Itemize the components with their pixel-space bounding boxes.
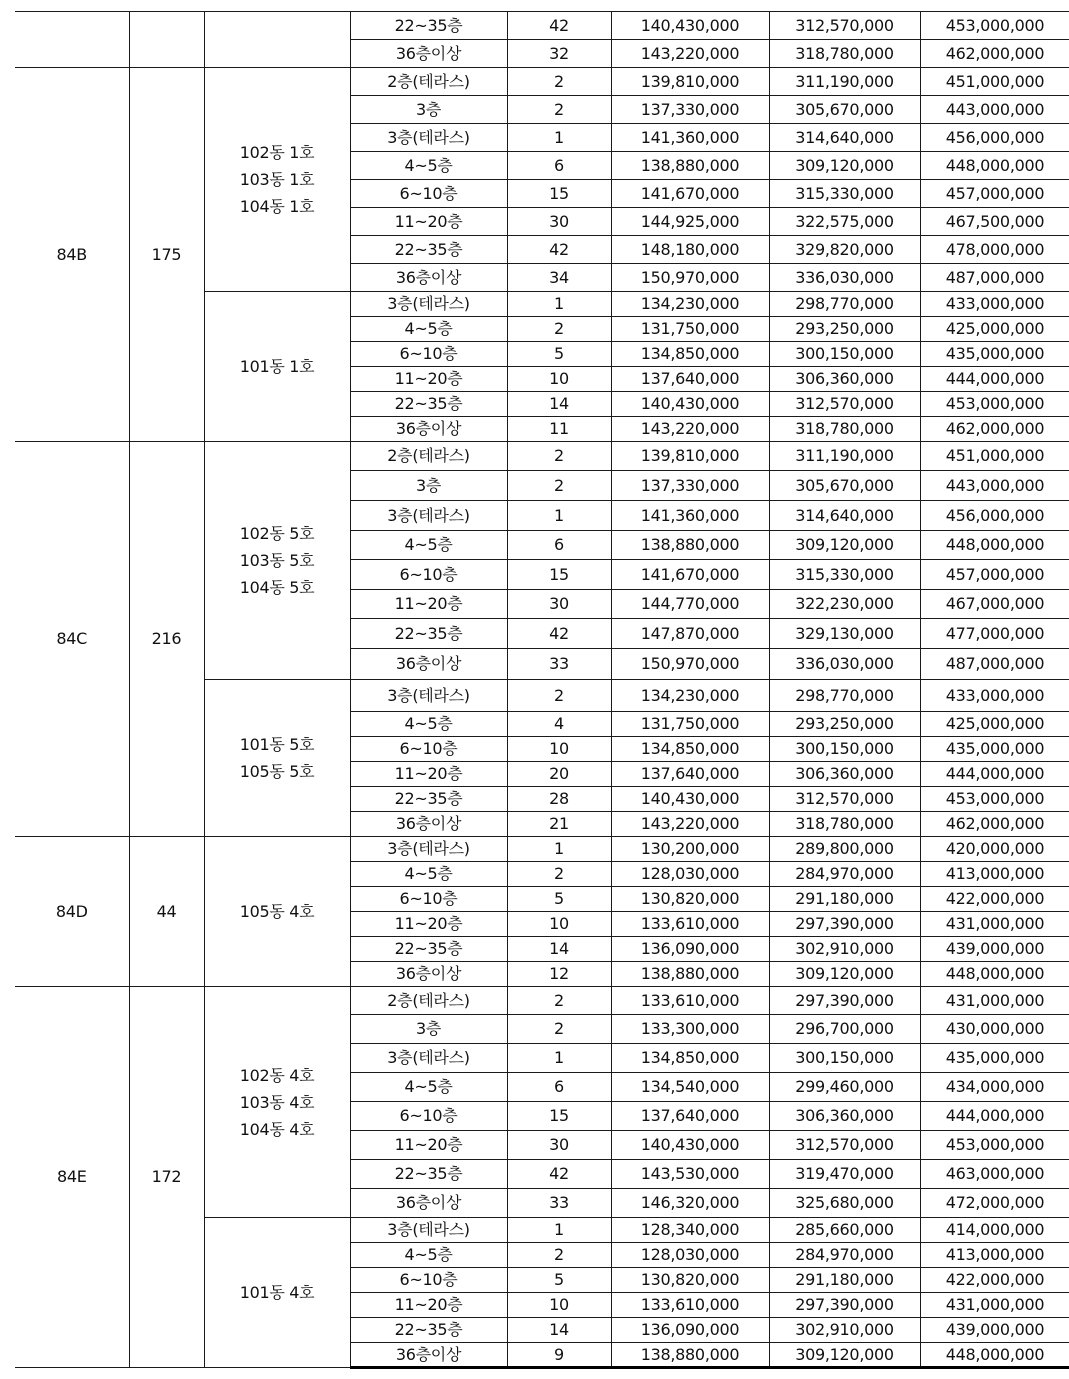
households-cell: 32 (507, 40, 611, 68)
floor-cell: 11~20층 (350, 912, 507, 937)
total-price-cell: 463,000,000 (920, 1160, 1069, 1189)
households-cell: 2 (507, 987, 611, 1015)
building-price-cell: 309,120,000 (769, 531, 920, 560)
building-price-cell: 299,460,000 (769, 1073, 920, 1102)
floor-cell: 22~35층 (350, 236, 507, 264)
total-price-cell: 472,000,000 (920, 1189, 1069, 1218)
count-cell: 172 (129, 987, 204, 1368)
total-price-cell: 431,000,000 (920, 987, 1069, 1015)
land-price-cell: 143,220,000 (611, 812, 769, 837)
count-cell: 216 (129, 442, 204, 837)
land-price-cell: 130,200,000 (611, 837, 769, 862)
building-price-cell: 298,770,000 (769, 292, 920, 317)
floor-cell: 6~10층 (350, 1268, 507, 1293)
floor-cell: 3층(테라스) (350, 1044, 507, 1073)
households-cell: 30 (507, 1131, 611, 1160)
land-price-cell: 136,090,000 (611, 937, 769, 962)
total-price-cell: 430,000,000 (920, 1015, 1069, 1044)
building-price-cell: 312,570,000 (769, 392, 920, 417)
floor-cell: 4~5층 (350, 1243, 507, 1268)
floor-cell: 36층이상 (350, 649, 507, 680)
land-price-cell: 146,320,000 (611, 1189, 769, 1218)
total-price-cell: 448,000,000 (920, 531, 1069, 560)
building-price-cell: 284,970,000 (769, 1243, 920, 1268)
households-cell: 15 (507, 1102, 611, 1131)
floor-cell: 22~35층 (350, 392, 507, 417)
land-price-cell: 131,750,000 (611, 317, 769, 342)
type-cell: 84C (15, 442, 129, 837)
floor-cell: 22~35층 (350, 1160, 507, 1189)
households-cell: 34 (507, 264, 611, 292)
land-price-cell: 139,810,000 (611, 442, 769, 471)
floor-cell: 11~20층 (350, 367, 507, 392)
land-price-cell: 128,340,000 (611, 1218, 769, 1243)
floor-cell: 3층(테라스) (350, 1218, 507, 1243)
floor-cell: 36층이상 (350, 1343, 507, 1368)
building-price-cell: 336,030,000 (769, 264, 920, 292)
total-price-cell: 457,000,000 (920, 180, 1069, 208)
households-cell: 2 (507, 96, 611, 124)
floor-cell: 36층이상 (350, 40, 507, 68)
total-price-cell: 422,000,000 (920, 1268, 1069, 1293)
total-price-cell: 453,000,000 (920, 392, 1069, 417)
floor-cell: 11~20층 (350, 590, 507, 619)
land-price-cell: 134,850,000 (611, 342, 769, 367)
floor-cell: 22~35층 (350, 787, 507, 812)
land-price-cell: 137,640,000 (611, 762, 769, 787)
households-cell: 33 (507, 1189, 611, 1218)
total-price-cell: 414,000,000 (920, 1218, 1069, 1243)
floor-cell: 6~10층 (350, 342, 507, 367)
total-price-cell: 434,000,000 (920, 1073, 1069, 1102)
households-cell: 14 (507, 937, 611, 962)
total-price-cell: 435,000,000 (920, 737, 1069, 762)
households-cell: 11 (507, 417, 611, 442)
land-price-cell: 128,030,000 (611, 1243, 769, 1268)
units-cell: 101동 5호 105동 5호 (204, 680, 350, 837)
households-cell: 14 (507, 1318, 611, 1343)
floor-cell: 4~5층 (350, 531, 507, 560)
units-cell (204, 12, 350, 68)
building-price-cell: 315,330,000 (769, 180, 920, 208)
land-price-cell: 140,430,000 (611, 12, 769, 40)
floor-cell: 36층이상 (350, 962, 507, 987)
households-cell: 9 (507, 1343, 611, 1368)
floor-cell: 6~10층 (350, 887, 507, 912)
land-price-cell: 130,820,000 (611, 887, 769, 912)
floor-cell: 2층(테라스) (350, 987, 507, 1015)
households-cell: 5 (507, 887, 611, 912)
floor-cell: 3층 (350, 1015, 507, 1044)
households-cell: 42 (507, 236, 611, 264)
land-price-cell: 144,925,000 (611, 208, 769, 236)
households-cell: 2 (507, 317, 611, 342)
floor-cell: 36층이상 (350, 1189, 507, 1218)
households-cell: 30 (507, 208, 611, 236)
households-cell: 15 (507, 560, 611, 590)
building-price-cell: 293,250,000 (769, 712, 920, 737)
floor-cell: 6~10층 (350, 737, 507, 762)
total-price-cell: 444,000,000 (920, 367, 1069, 392)
building-price-cell: 318,780,000 (769, 417, 920, 442)
land-price-cell: 138,880,000 (611, 531, 769, 560)
land-price-cell: 137,640,000 (611, 367, 769, 392)
land-price-cell: 130,820,000 (611, 1268, 769, 1293)
building-price-cell: 296,700,000 (769, 1015, 920, 1044)
building-price-cell: 309,120,000 (769, 152, 920, 180)
floor-cell: 6~10층 (350, 180, 507, 208)
households-cell: 14 (507, 392, 611, 417)
households-cell: 1 (507, 1044, 611, 1073)
households-cell: 6 (507, 531, 611, 560)
building-price-cell: 300,150,000 (769, 342, 920, 367)
floor-cell: 11~20층 (350, 208, 507, 236)
building-price-cell: 285,660,000 (769, 1218, 920, 1243)
floor-cell: 4~5층 (350, 317, 507, 342)
land-price-cell: 133,610,000 (611, 912, 769, 937)
building-price-cell: 291,180,000 (769, 1268, 920, 1293)
type-cell (15, 12, 129, 68)
total-price-cell: 448,000,000 (920, 152, 1069, 180)
floor-cell: 4~5층 (350, 152, 507, 180)
total-price-cell: 431,000,000 (920, 912, 1069, 937)
building-price-cell: 305,670,000 (769, 471, 920, 501)
households-cell: 33 (507, 649, 611, 680)
floor-cell: 3층 (350, 471, 507, 501)
type-cell: 84E (15, 987, 129, 1368)
land-price-cell: 147,870,000 (611, 619, 769, 649)
building-price-cell: 312,570,000 (769, 1131, 920, 1160)
land-price-cell: 140,430,000 (611, 392, 769, 417)
total-price-cell: 435,000,000 (920, 342, 1069, 367)
building-price-cell: 291,180,000 (769, 887, 920, 912)
total-price-cell: 425,000,000 (920, 317, 1069, 342)
floor-cell: 4~5층 (350, 1073, 507, 1102)
land-price-cell: 137,640,000 (611, 1102, 769, 1131)
households-cell: 10 (507, 737, 611, 762)
land-price-cell: 133,610,000 (611, 987, 769, 1015)
households-cell: 10 (507, 367, 611, 392)
building-price-cell: 302,910,000 (769, 937, 920, 962)
households-cell: 1 (507, 837, 611, 862)
total-price-cell: 444,000,000 (920, 762, 1069, 787)
total-price-cell: 413,000,000 (920, 1243, 1069, 1268)
land-price-cell: 141,670,000 (611, 180, 769, 208)
building-price-cell: 300,150,000 (769, 737, 920, 762)
land-price-cell: 144,770,000 (611, 590, 769, 619)
households-cell: 15 (507, 180, 611, 208)
building-price-cell: 300,150,000 (769, 1044, 920, 1073)
type-cell: 84B (15, 68, 129, 442)
building-price-cell: 312,570,000 (769, 787, 920, 812)
households-cell: 42 (507, 1160, 611, 1189)
land-price-cell: 141,360,000 (611, 501, 769, 531)
total-price-cell: 451,000,000 (920, 68, 1069, 96)
building-price-cell: 336,030,000 (769, 649, 920, 680)
table-row (15, 987, 1069, 1015)
floor-cell: 22~35층 (350, 937, 507, 962)
total-price-cell: 477,000,000 (920, 619, 1069, 649)
households-cell: 2 (507, 442, 611, 471)
total-price-cell: 456,000,000 (920, 501, 1069, 531)
price-table (15, 11, 1069, 1369)
table-row (15, 442, 1069, 471)
type-cell: 84D (15, 837, 129, 987)
total-price-cell: 433,000,000 (920, 680, 1069, 712)
households-cell: 1 (507, 292, 611, 317)
households-cell: 2 (507, 680, 611, 712)
households-cell: 1 (507, 501, 611, 531)
table-body (15, 12, 1069, 1368)
building-price-cell: 289,800,000 (769, 837, 920, 862)
building-price-cell: 329,130,000 (769, 619, 920, 649)
table-row (15, 68, 1069, 96)
floor-cell: 3층(테라스) (350, 837, 507, 862)
units-cell: 105동 4호 (204, 837, 350, 987)
households-cell: 28 (507, 787, 611, 812)
land-price-cell: 133,610,000 (611, 1293, 769, 1318)
building-price-cell: 322,230,000 (769, 590, 920, 619)
total-price-cell: 444,000,000 (920, 1102, 1069, 1131)
land-price-cell: 134,540,000 (611, 1073, 769, 1102)
units-cell: 101동 1호 (204, 292, 350, 442)
households-cell: 42 (507, 619, 611, 649)
households-cell: 2 (507, 471, 611, 501)
floor-cell: 11~20층 (350, 1293, 507, 1318)
households-cell: 20 (507, 762, 611, 787)
households-cell: 2 (507, 862, 611, 887)
land-price-cell: 150,970,000 (611, 264, 769, 292)
land-price-cell: 134,230,000 (611, 292, 769, 317)
floor-cell: 22~35층 (350, 1318, 507, 1343)
building-price-cell: 314,640,000 (769, 501, 920, 531)
land-price-cell: 136,090,000 (611, 1318, 769, 1343)
land-price-cell: 137,330,000 (611, 471, 769, 501)
building-price-cell: 297,390,000 (769, 912, 920, 937)
households-cell: 30 (507, 590, 611, 619)
households-cell: 1 (507, 124, 611, 152)
land-price-cell: 137,330,000 (611, 96, 769, 124)
building-price-cell: 318,780,000 (769, 40, 920, 68)
building-price-cell: 312,570,000 (769, 12, 920, 40)
households-cell: 5 (507, 1268, 611, 1293)
count-cell: 44 (129, 837, 204, 987)
floor-cell: 6~10층 (350, 1102, 507, 1131)
building-price-cell: 293,250,000 (769, 317, 920, 342)
building-price-cell: 309,120,000 (769, 962, 920, 987)
total-price-cell: 453,000,000 (920, 1131, 1069, 1160)
floor-cell: 6~10층 (350, 560, 507, 590)
building-price-cell: 298,770,000 (769, 680, 920, 712)
households-cell: 4 (507, 712, 611, 737)
building-price-cell: 306,360,000 (769, 1102, 920, 1131)
total-price-cell: 451,000,000 (920, 442, 1069, 471)
land-price-cell: 141,360,000 (611, 124, 769, 152)
land-price-cell: 148,180,000 (611, 236, 769, 264)
building-price-cell: 311,190,000 (769, 68, 920, 96)
building-price-cell: 306,360,000 (769, 762, 920, 787)
total-price-cell: 448,000,000 (920, 962, 1069, 987)
households-cell: 5 (507, 342, 611, 367)
floor-cell: 11~20층 (350, 1131, 507, 1160)
units-cell: 101동 4호 (204, 1218, 350, 1368)
total-price-cell: 425,000,000 (920, 712, 1069, 737)
total-price-cell: 467,000,000 (920, 590, 1069, 619)
units-cell: 102동 5호 103동 5호 104동 5호 (204, 442, 350, 680)
total-price-cell: 462,000,000 (920, 812, 1069, 837)
total-price-cell: 457,000,000 (920, 560, 1069, 590)
floor-cell: 36층이상 (350, 264, 507, 292)
land-price-cell: 143,220,000 (611, 417, 769, 442)
floor-cell: 3층 (350, 96, 507, 124)
floor-cell: 22~35층 (350, 619, 507, 649)
households-cell: 42 (507, 12, 611, 40)
land-price-cell: 140,430,000 (611, 1131, 769, 1160)
building-price-cell: 297,390,000 (769, 1293, 920, 1318)
total-price-cell: 439,000,000 (920, 1318, 1069, 1343)
floor-cell: 36층이상 (350, 417, 507, 442)
households-cell: 6 (507, 1073, 611, 1102)
building-price-cell: 319,470,000 (769, 1160, 920, 1189)
land-price-cell: 139,810,000 (611, 68, 769, 96)
households-cell: 2 (507, 1243, 611, 1268)
total-price-cell: 420,000,000 (920, 837, 1069, 862)
units-cell: 102동 1호 103동 1호 104동 1호 (204, 68, 350, 292)
land-price-cell: 138,880,000 (611, 152, 769, 180)
building-price-cell: 306,360,000 (769, 367, 920, 392)
households-cell: 2 (507, 1015, 611, 1044)
households-cell: 1 (507, 1218, 611, 1243)
land-price-cell: 134,850,000 (611, 737, 769, 762)
households-cell: 6 (507, 152, 611, 180)
total-price-cell: 456,000,000 (920, 124, 1069, 152)
building-price-cell: 325,680,000 (769, 1189, 920, 1218)
households-cell: 21 (507, 812, 611, 837)
total-price-cell: 448,000,000 (920, 1343, 1069, 1368)
floor-cell: 4~5층 (350, 862, 507, 887)
land-price-cell: 141,670,000 (611, 560, 769, 590)
building-price-cell: 297,390,000 (769, 987, 920, 1015)
total-price-cell: 487,000,000 (920, 264, 1069, 292)
floor-cell: 36층이상 (350, 812, 507, 837)
total-price-cell: 462,000,000 (920, 417, 1069, 442)
total-price-cell: 439,000,000 (920, 937, 1069, 962)
land-price-cell: 138,880,000 (611, 1343, 769, 1368)
floor-cell: 11~20층 (350, 762, 507, 787)
total-price-cell: 422,000,000 (920, 887, 1069, 912)
land-price-cell: 143,530,000 (611, 1160, 769, 1189)
building-price-cell: 314,640,000 (769, 124, 920, 152)
building-price-cell: 309,120,000 (769, 1343, 920, 1368)
building-price-cell: 311,190,000 (769, 442, 920, 471)
total-price-cell: 462,000,000 (920, 40, 1069, 68)
total-price-cell: 431,000,000 (920, 1293, 1069, 1318)
floor-cell: 2층(테라스) (350, 442, 507, 471)
land-price-cell: 131,750,000 (611, 712, 769, 737)
floor-cell: 3층(테라스) (350, 680, 507, 712)
total-price-cell: 478,000,000 (920, 236, 1069, 264)
floor-cell: 4~5층 (350, 712, 507, 737)
total-price-cell: 413,000,000 (920, 862, 1069, 887)
land-price-cell: 138,880,000 (611, 962, 769, 987)
land-price-cell: 140,430,000 (611, 787, 769, 812)
building-price-cell: 302,910,000 (769, 1318, 920, 1343)
total-price-cell: 433,000,000 (920, 292, 1069, 317)
total-price-cell: 467,500,000 (920, 208, 1069, 236)
land-price-cell: 128,030,000 (611, 862, 769, 887)
total-price-cell: 453,000,000 (920, 12, 1069, 40)
building-price-cell: 284,970,000 (769, 862, 920, 887)
floor-cell: 2층(테라스) (350, 68, 507, 96)
total-price-cell: 443,000,000 (920, 471, 1069, 501)
floor-cell: 3층(테라스) (350, 124, 507, 152)
total-price-cell: 443,000,000 (920, 96, 1069, 124)
table-row (15, 837, 1069, 862)
land-price-cell: 134,850,000 (611, 1044, 769, 1073)
land-price-cell: 143,220,000 (611, 40, 769, 68)
building-price-cell: 318,780,000 (769, 812, 920, 837)
land-price-cell: 134,230,000 (611, 680, 769, 712)
total-price-cell: 453,000,000 (920, 787, 1069, 812)
households-cell: 12 (507, 962, 611, 987)
households-cell: 2 (507, 68, 611, 96)
table-row (15, 12, 1069, 40)
floor-cell: 22~35층 (350, 12, 507, 40)
total-price-cell: 435,000,000 (920, 1044, 1069, 1073)
households-cell: 10 (507, 1293, 611, 1318)
floor-cell: 3층(테라스) (350, 501, 507, 531)
households-cell: 10 (507, 912, 611, 937)
count-cell (129, 12, 204, 68)
floor-cell: 3층(테라스) (350, 292, 507, 317)
building-price-cell: 329,820,000 (769, 236, 920, 264)
units-cell: 102동 4호 103동 4호 104동 4호 (204, 987, 350, 1218)
land-price-cell: 150,970,000 (611, 649, 769, 680)
building-price-cell: 322,575,000 (769, 208, 920, 236)
building-price-cell: 315,330,000 (769, 560, 920, 590)
land-price-cell: 133,300,000 (611, 1015, 769, 1044)
count-cell: 175 (129, 68, 204, 442)
total-price-cell: 487,000,000 (920, 649, 1069, 680)
building-price-cell: 305,670,000 (769, 96, 920, 124)
